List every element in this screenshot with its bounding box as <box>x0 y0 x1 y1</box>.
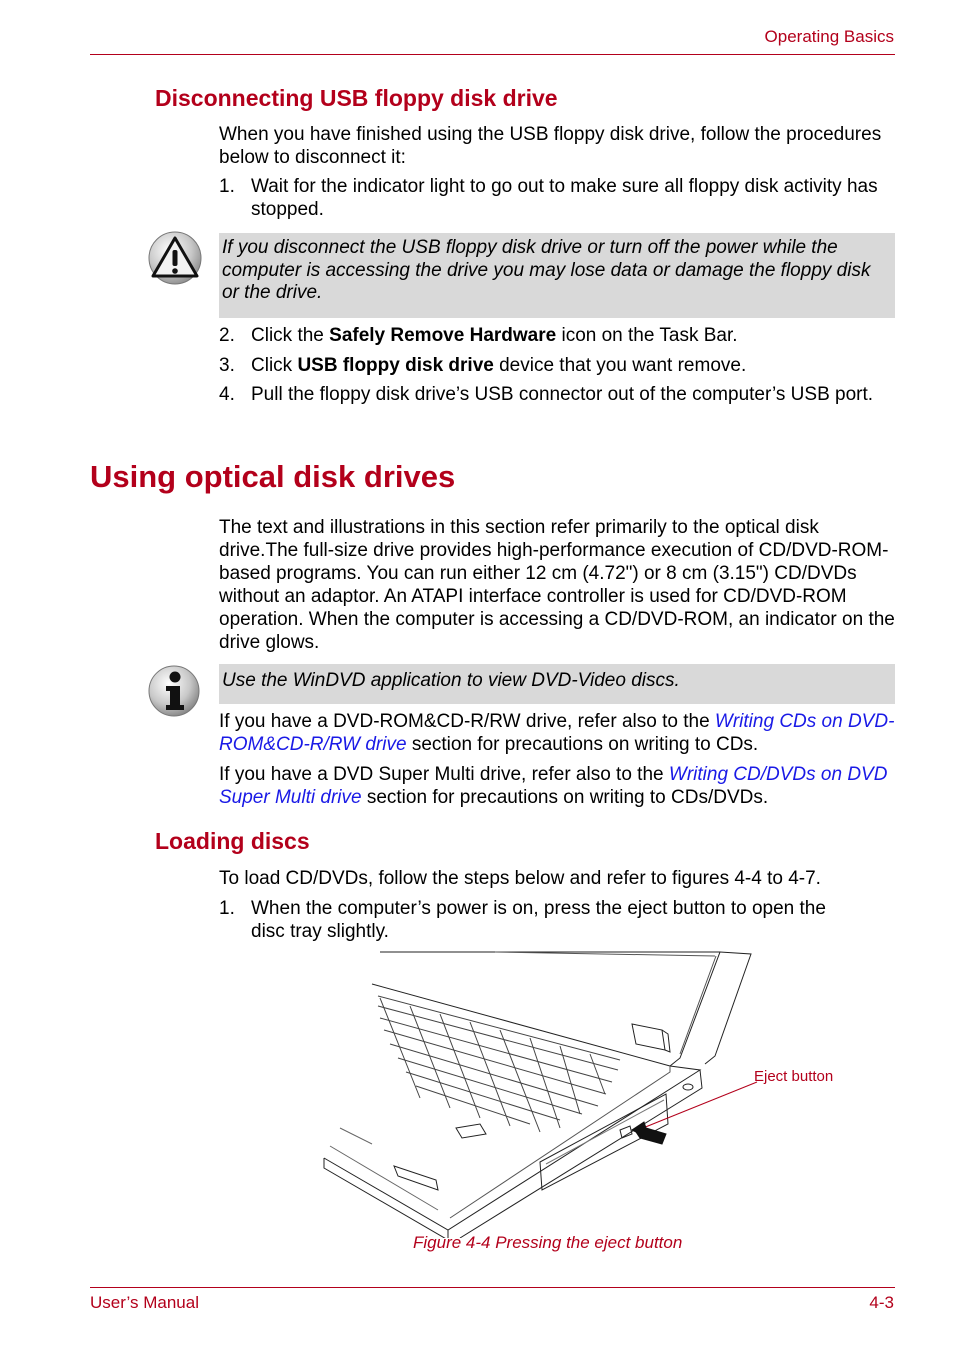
list-item-step-1 <box>219 175 895 221</box>
link-writing-cd-dvds[interactable]: Writing CD/DVDs on DVD Super Multi drive <box>219 764 888 808</box>
list-item-step-4 <box>219 383 895 406</box>
list-number: 4. <box>219 384 235 405</box>
laptop-illustration <box>320 948 760 1238</box>
list-number: 2. <box>219 325 235 346</box>
heading-disconnecting-usb-floppy: Disconnecting USB floppy disk drive <box>155 85 558 111</box>
paragraph-text: If you have a DVD Super Multi drive, refer also to the <box>219 764 669 785</box>
warning-triangle-icon <box>147 230 203 286</box>
paragraph-optical-intro: The text and illustrations in this section refer primarily to the optical disk drive.The full-size drive provides high-performance execution of CD/DVD-ROM-based programs. You can run either 12 cm (4.72") or 8 cm (3.15") CD/DVDs without an adaptor. An ATAPI interface controller is used for CD/DVD-ROM operation. When the computer is accessing a CD/DVD-ROM, an indicator on the drive glows. <box>219 517 895 653</box>
list-item-step-2 <box>219 324 895 347</box>
paragraph-text: section for precautions on writing to CDs/DVDs. <box>361 787 769 808</box>
list-text: Pull the floppy disk drive’s USB connector out of the computer’s USB port. <box>251 384 874 405</box>
eject-button-callout: Eject button <box>754 1068 834 1085</box>
footer-rule <box>90 1287 895 1288</box>
paragraph-dvd-rom-cdrw <box>219 710 895 756</box>
header-rule <box>90 54 895 55</box>
list-number: 1. <box>219 898 235 919</box>
list-text: When the computer’s power is on, press the eject button to open the disc tray slightly. <box>251 898 826 942</box>
bold-term: USB floppy disk drive <box>297 355 494 376</box>
link-writing-cds[interactable]: Writing CDs on DVD-ROM&CD-R/RW drive <box>219 711 895 755</box>
list-text: Wait for the indicator light to go out to make sure all floppy disk activity has stopped. <box>251 176 878 220</box>
info-note: Use the WinDVD application to view DVD-Video discs. <box>219 664 895 704</box>
caution-note: If you disconnect the USB floppy disk drive or turn off the power while the computer is accessing the drive you may lose data or damage the floppy disk or the drive. <box>219 233 895 318</box>
paragraph-dvd-super-multi <box>219 763 895 809</box>
info-i-icon <box>147 664 201 718</box>
bold-term: Safely Remove Hardware <box>329 325 557 346</box>
page-number: 4-3 <box>869 1293 894 1312</box>
figure-caption: Figure 4-4 Pressing the eject button <box>413 1233 683 1252</box>
footer-manual-title: User’s Manual <box>90 1293 199 1312</box>
paragraph-loading-intro: To load CD/DVDs, follow the steps below and refer to figures 4-4 to 4-7. <box>219 868 821 889</box>
list-item-step-3 <box>219 354 895 377</box>
list-item-load-step-1 <box>219 897 859 943</box>
paragraph-intro: When you have finished using the USB floppy disk drive, follow the procedures below to disconnect it: <box>219 124 882 168</box>
list-number: 3. <box>219 355 235 376</box>
list-number: 1. <box>219 176 235 197</box>
paragraph-text: If you have a DVD-ROM&CD-R/RW drive, refer also to the <box>219 711 715 732</box>
heading-using-optical-disk-drives: Using optical disk drives <box>90 459 456 494</box>
running-header: Operating Basics <box>764 27 894 46</box>
list-text: Click <box>251 355 298 376</box>
list-text: Click the <box>251 325 330 346</box>
paragraph-text: section for precautions on writing to CDs. <box>406 734 759 755</box>
list-text: icon on the Task Bar. <box>556 325 738 346</box>
heading-loading-discs: Loading discs <box>155 828 310 854</box>
list-text: device that you want remove. <box>493 355 747 376</box>
